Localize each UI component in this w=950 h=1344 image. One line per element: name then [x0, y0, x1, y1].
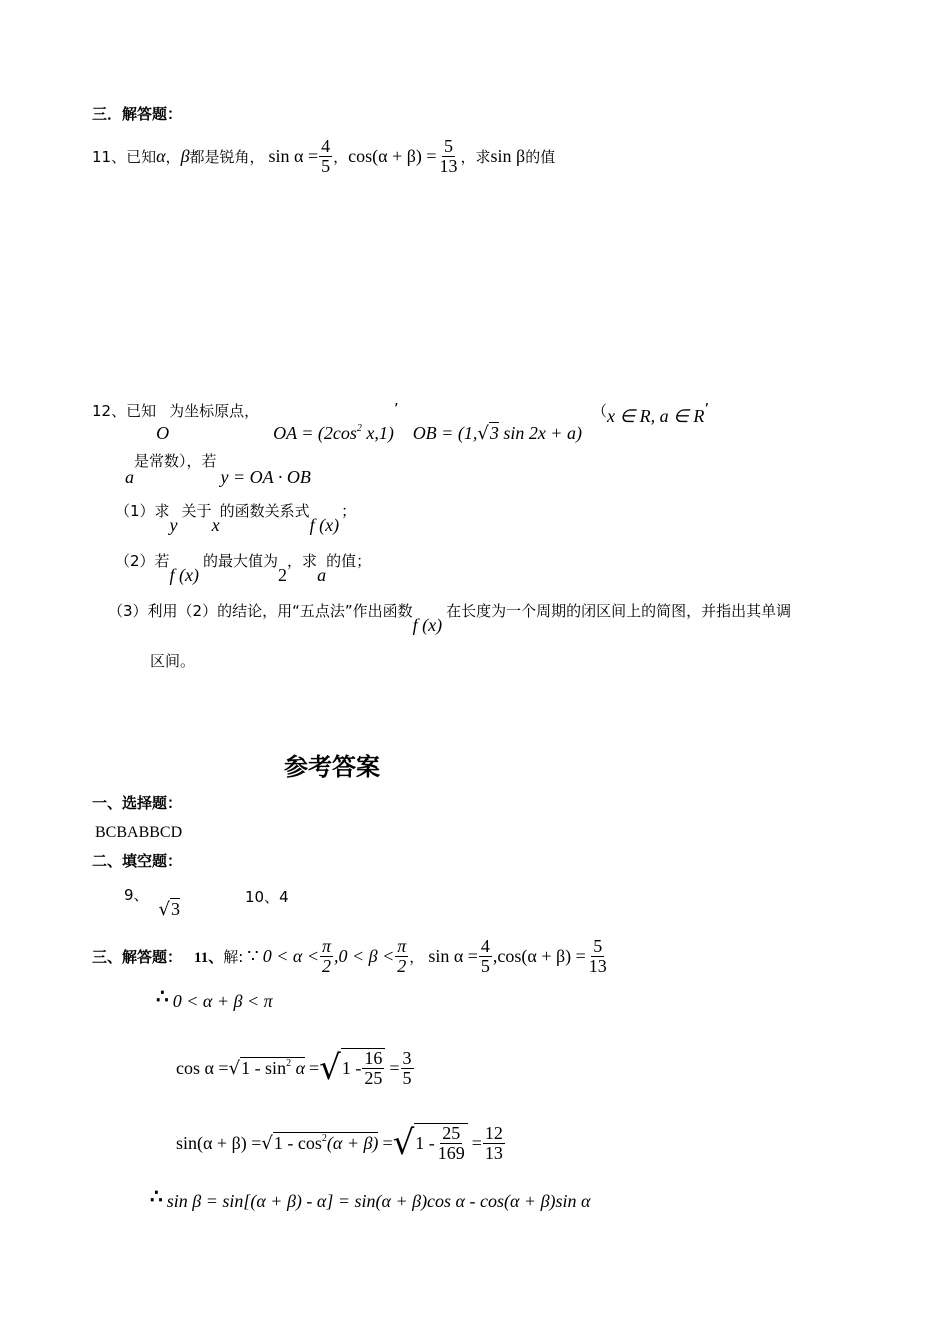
sin-sum-sup: 2 — [321, 1133, 327, 1144]
final-expression: sin β = sin[(α + β) - α] = sin(α + β)cos α - cos(α + β)sin α — [166, 1190, 591, 1211]
q12-sep-2: ’ — [704, 400, 710, 418]
sin-sum-result — [483, 1124, 505, 1163]
q12-number: 12、已知 — [92, 402, 157, 420]
frac-pi-2-b-num: π — [397, 935, 407, 956]
answers-section-3: 三、解答题： — [92, 947, 183, 966]
answer-9-sqrt: 3 — [171, 899, 181, 919]
because-icon: ∵ — [247, 945, 259, 966]
p1-end: ； — [341, 502, 357, 520]
sin-sum-big-radicand — [414, 1123, 468, 1163]
sqrt-icon: √ — [261, 1132, 273, 1154]
sin-sum-result-den: 13 — [484, 1142, 503, 1163]
sin-sum-frac — [436, 1124, 467, 1163]
q11-text: 都是锐角， — [189, 147, 265, 166]
step-sin-sum — [176, 1116, 506, 1170]
q12-origin: O — [156, 423, 170, 443]
p2-ask: ，求 — [287, 552, 318, 570]
q12-paren: （ — [591, 402, 607, 420]
q12-vector-ob — [413, 423, 582, 444]
q11-sin-beta: sin β — [490, 145, 526, 166]
p2-a: a — [317, 565, 327, 585]
p1-fx: f (x) — [309, 515, 340, 535]
cond-comma: ， — [409, 947, 425, 966]
sqrt-icon: √ — [228, 1057, 241, 1079]
cos-alpha-eq: = — [309, 1057, 320, 1078]
q11-fraction-1 — [319, 137, 332, 176]
p2-end: 的值； — [326, 552, 372, 570]
sin-sum-rad-a: 1 - cos — [273, 1133, 322, 1153]
solution-11-num: 11、 — [194, 949, 224, 966]
q12-a: a — [125, 467, 134, 487]
given-sin-frac — [479, 937, 492, 976]
q11-cos-sum: cos(α + β) = — [348, 145, 437, 166]
q11-number: 11、已知 — [92, 147, 157, 166]
q12-part-3 — [108, 600, 791, 636]
q12-ob-a: OB = (1, — [412, 423, 478, 443]
step-cos-alpha — [176, 1042, 415, 1094]
q11-fraction-2 — [438, 137, 460, 176]
answer-9 — [124, 884, 180, 920]
q11-beta: β — [180, 145, 190, 166]
step-range — [156, 986, 273, 1016]
sin-sum-eq: = — [382, 1132, 393, 1153]
q12-sep-1: ’ — [393, 400, 399, 418]
q11-fraction-1-den: 5 — [321, 155, 331, 176]
cond-alpha: 0 < α < — [262, 945, 319, 966]
sin-sum-radicand — [273, 1132, 379, 1154]
q12-oa-sup: 2 — [356, 423, 362, 434]
answers-choices: BCBABBCD — [95, 824, 183, 841]
q12-constant-text: 是常数），若 — [134, 452, 217, 470]
p1-label: （1）求 — [115, 502, 170, 520]
sin-sum-eq-2: = — [471, 1132, 482, 1153]
frac-pi-2-b-den: 2 — [397, 955, 407, 976]
sqrt-icon: √ — [158, 899, 171, 920]
cos-alpha-frac — [362, 1049, 384, 1088]
cos-alpha-big-radicand — [341, 1048, 386, 1088]
p2-max: 的最大值为 — [203, 552, 279, 570]
cos-alpha-result-den: 5 — [402, 1067, 412, 1088]
given-cos-frac — [587, 937, 609, 976]
cos-alpha-frac-num: 16 — [364, 1048, 383, 1069]
therefore-icon: ∴ — [156, 985, 169, 1008]
q12-part-1 — [115, 500, 356, 536]
answer-9-label: 9、 — [124, 886, 149, 904]
range-text: 0 < α + β < π — [172, 990, 273, 1011]
q12-line-2 — [125, 450, 311, 488]
q12-part-2 — [115, 550, 371, 586]
q11-fraction-1-num: 4 — [321, 135, 331, 156]
q12-vector-oa — [273, 423, 394, 444]
question-11 — [92, 134, 555, 178]
given-sin-num: 4 — [480, 935, 490, 956]
given-cos-den: 13 — [588, 955, 607, 976]
answers-section-2: 二、填空题： — [92, 852, 183, 870]
cos-alpha-frac-den: 25 — [364, 1068, 383, 1088]
q12-condition: x ∈ R, a ∈ R — [606, 406, 705, 426]
cond-beta: ,0 < β < — [334, 945, 395, 966]
q12-y-def: y = OA · OB — [220, 467, 311, 487]
solution-jie: 解: — [223, 947, 244, 966]
q12-oa-main: OA = (2cos — [273, 423, 357, 443]
frac-pi-2-a-num: π — [321, 935, 331, 956]
step-final — [150, 1184, 591, 1218]
p2-value: 2 — [278, 565, 288, 585]
answer-10: 10、4 — [245, 888, 289, 906]
cos-alpha-sup: 2 — [286, 1058, 292, 1069]
p2-label: （2）若 — [115, 552, 170, 570]
q11-sin-alpha: sin α = — [268, 145, 319, 166]
given-cos: ,cos(α + β) = — [492, 945, 586, 966]
cos-alpha-result-num: 3 — [402, 1047, 412, 1068]
sin-sum-frac-den: 169 — [437, 1143, 465, 1163]
sin-sum-lhs: sin(α + β) = — [176, 1132, 262, 1153]
cos-alpha-result — [401, 1049, 414, 1088]
p1-y: y — [169, 515, 178, 535]
answers-title: 参考答案 — [284, 753, 380, 781]
given-cos-num: 5 — [593, 935, 603, 956]
q12-ob-sqrt: 3 — [489, 423, 499, 443]
frac-pi-2-b — [395, 937, 408, 976]
q12-text: 为坐标原点， — [169, 402, 260, 420]
cos-alpha-rad-a: 1 - sin — [241, 1058, 287, 1078]
frac-pi-2-a — [320, 937, 333, 976]
q12-oa-end: x,1) — [361, 423, 394, 443]
section-heading-3: 三．解答题： — [92, 105, 183, 123]
p1-about: 关于 — [181, 502, 212, 520]
given-sin: sin α = — [428, 945, 478, 966]
p3-line-2: 区间。 — [150, 652, 196, 670]
solution-11-header — [92, 932, 610, 980]
question-12 — [92, 400, 709, 444]
p1-x: x — [211, 515, 220, 535]
q11-ask: ，求 — [460, 147, 491, 166]
therefore-icon: ∴ — [150, 1185, 163, 1208]
p3-fx: f (x) — [412, 615, 443, 635]
p2-fx: f (x) — [169, 565, 200, 585]
p1-relation: 的函数关系式 — [219, 502, 310, 520]
cos-alpha-eq-2: = — [389, 1057, 400, 1078]
q11-comma-2: ， — [333, 147, 349, 166]
answer-9-value — [159, 899, 180, 920]
sin-sum-result-num: 12 — [484, 1122, 503, 1143]
answers-section-1: 一、选择题： — [92, 794, 183, 812]
cos-alpha-lhs: cos α = — [176, 1057, 229, 1078]
sin-sum-rad-b: (α + β) — [326, 1133, 379, 1153]
q11-fraction-2-num: 5 — [444, 135, 454, 156]
cos-alpha-one: 1 - — [341, 1058, 362, 1078]
q11-fraction-2-den: 13 — [439, 155, 458, 176]
cos-alpha-rad-b: α — [291, 1058, 306, 1078]
q11-end: 的值 — [525, 147, 556, 166]
sin-sum-one: 1 - — [415, 1133, 435, 1153]
sqrt-icon: √ — [477, 423, 489, 444]
cos-alpha-radicand — [240, 1057, 305, 1079]
sqrt-icon: √ — [392, 1123, 415, 1163]
q12-ob-b: sin 2x + a) — [503, 423, 582, 443]
frac-pi-2-a-den: 2 — [321, 955, 331, 976]
sin-sum-frac-num: 25 — [442, 1123, 461, 1144]
given-sin-den: 5 — [480, 955, 490, 976]
p3-text: 在长度为一个周期的闭区间上的简图，并指出其单调 — [446, 602, 792, 620]
q11-alpha: α — [156, 145, 166, 166]
sqrt-icon: √ — [319, 1048, 341, 1088]
p3-label: （3）利用（2）的结论，用“五点法”作出函数 — [108, 602, 413, 620]
q11-comma: ， — [165, 147, 181, 166]
